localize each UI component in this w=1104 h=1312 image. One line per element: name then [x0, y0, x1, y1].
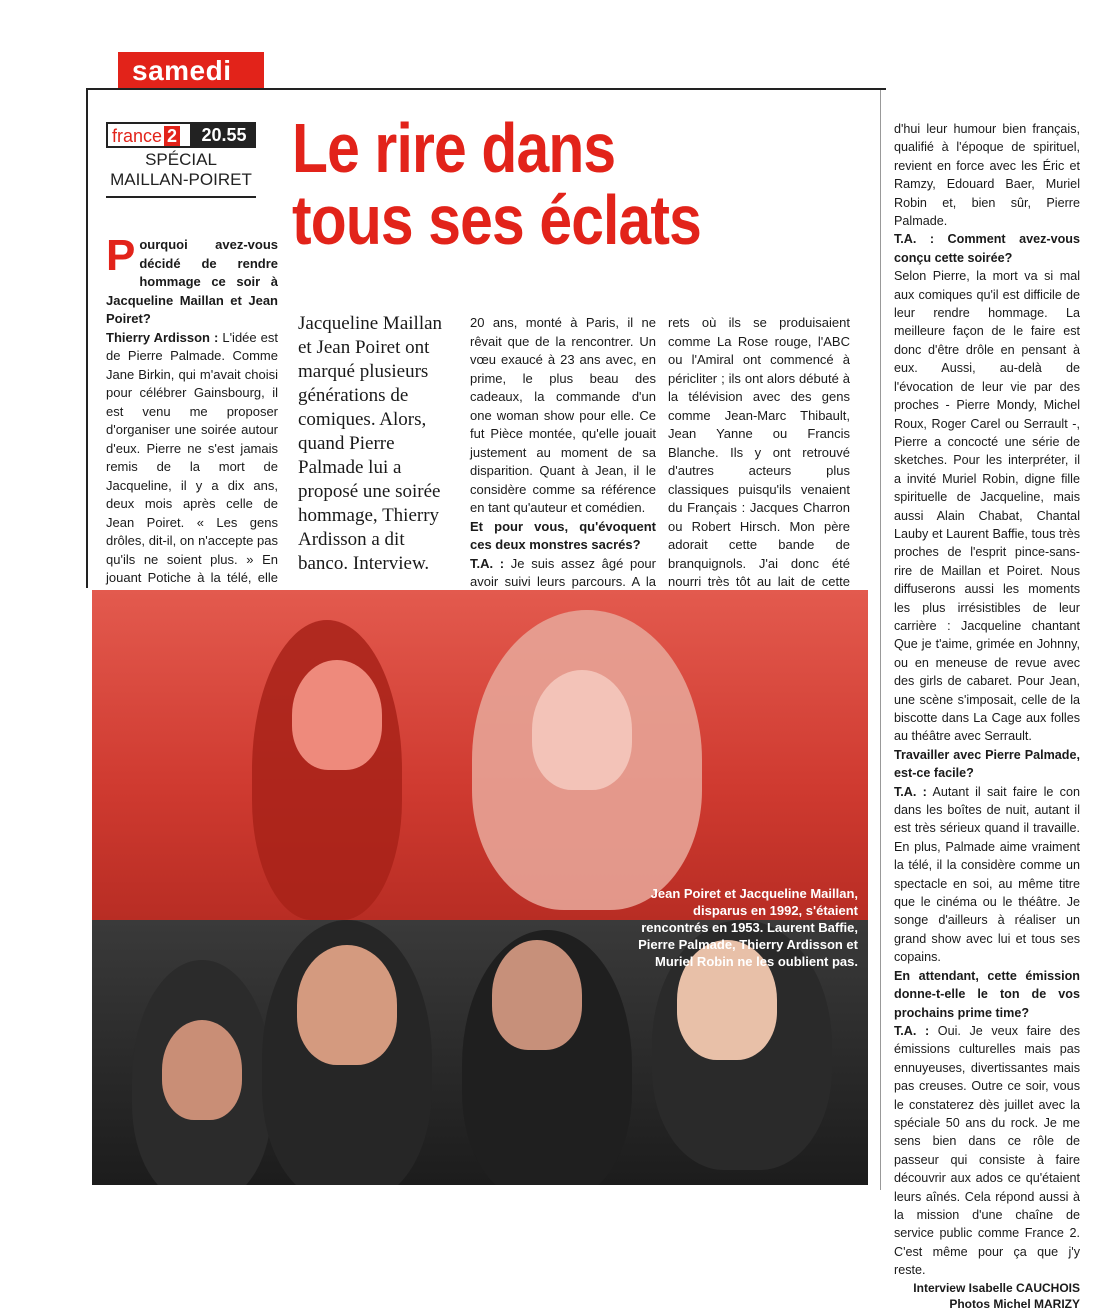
program-label-line1: SPÉCIAL	[145, 150, 217, 169]
headline-line1: Le rire dans	[292, 109, 616, 187]
question-5: En attendant, cette émission donne-t-elle le ton de vos prochains prime time?	[894, 968, 1080, 1020]
palmade-face	[297, 945, 397, 1065]
question-3: T.A. : Comment avez-vous conçu cette soirée?	[894, 232, 1080, 265]
article-column-4	[668, 314, 850, 629]
section-day-tag: samedi	[118, 52, 264, 90]
article-column-3	[470, 314, 656, 610]
france2-logo	[106, 122, 192, 148]
dropcap: P	[106, 231, 136, 280]
headline	[292, 109, 762, 259]
speaker-label-ta-2: T.A. :	[894, 784, 927, 799]
speaker-label-ta: T.A. :	[470, 555, 505, 571]
photo-archive-part	[92, 590, 868, 920]
article-photo	[92, 590, 868, 1185]
frame-rule-top	[86, 88, 886, 90]
answer-3: rets où ils se produisaient comme La Rose rouge, l'ABC ou l'Amiral ont commencé à péricliter ; ils ont alors débuté à la télévision avec des gens comme Jean-Marc Thibault, Jean Yanne ou Francis Blanche. Ils y ont retrouvé d'autres acteurs plus classiques puisqu'ils venaient du Français : Jacques Charron ou Robert Hirsch. Mon père adorait cette bande de branquignols. J'ai donc été nourri très tôt au lait de cette	[668, 315, 850, 589]
question-1: ourquoi avez-vous décidé de rendre hommage ce soir à Jacqueline Maillan et Jean Poiret?	[106, 237, 278, 326]
answer-6: Autant il sait faire le con dans les boîtes de nuit, autant il est très sérieux quand il travaille. En plus, Palmade aime vraiment la télé, il la considère comme un spectacle en soi, au même titre que le cinéma ou le théâtre. Je songe d'ailleurs à réaliser un grand show avec lui et tous ses copains.	[894, 784, 1080, 965]
answer-1: L'idée est de Pierre Palmade. Comme Jane Birkin, qui m'avait choisi pour célébrer Gainsbourg, il est venu me proposer d'organiser une soirée autour d'eux. Pierre ne s'est jamais remis de la mort de Jacqueline, il y a dix ans, deux mois après celle de Jean Poiret. « Les gens drôles, dit-il, on n'accepte pas qu'ils ne soient plus. » En jouant Potiche à la télé, elle	[106, 329, 278, 585]
answer-continued: 20 ans, monté à Paris, il ne rêvait que de la rencontrer. Un vœu exaucé à 23 ans avec, en prime, le plus beau des cadeaux, la commande d'un one woman show pour elle. Ce fut Pièce montée, qu'elle jouait justement au moment de sa disparition. Quant à Jean, il le considère comme sa référence en tant qu'auteur et comédien.	[470, 315, 656, 515]
question-2: Et pour vous, qu'évoquent ces deux monstres sacrés?	[470, 518, 656, 552]
speaker-label: Thierry Ardisson :	[106, 329, 219, 345]
answer-7: Oui. Je veux faire des émissions culturelles mais pas ennuyeuses, divertissantes mais pas creuses. Outre ce soir, vous le constaterez dès juillet avec la spéciale 50 ans du rock. Je me sens bien dans ce rôle de passeur qui consiste à faire découvrir aux ados ce qu'étaient leurs aînés. Cela répond aussi à la mission d'une chaîne de service public comme France 2. C'est même pour ça que j'y reste.	[894, 1023, 1080, 1278]
lead-paragraph: Jacqueline Maillan et Jean Poiret ont marqué plusieurs générations de comiques. Alors, quand Pierre Palmade lui a proposé une soirée hommage, Thierry Ardisson a dit banco. Interview.	[298, 313, 443, 574]
column-divider	[880, 90, 881, 1190]
answer-2: Je suis assez âgé pour avoir suivi leurs parcours. A la	[470, 555, 656, 589]
photo-caption: Jean Poiret et Jacqueline Maillan, disparus en 1992, s'étaient rencontrés en 1953. Laurent Baffie, Pierre Palmade, Thierry Ardisson et Muriel Robin ne les oublient pas.	[638, 886, 858, 969]
program-label	[106, 150, 256, 190]
frame-rule-left	[86, 88, 88, 588]
answer-5: Selon Pierre, la mort va si mal aux comiques qu'il est difficile de leur rendre hommage. La meilleure façon de le faire est donc d'être drôle en pensant à eux. Aussi, au-delà de l'évocation de leur vie par des proches - Pierre Mondy, Michel Roux, Roger Carel ou Serrault -, Pierre a concocté une série de sketches. Pour les interpréter, il a invité Muriel Robin, digne fille spirituelle de Jacqueline, mais aussi Alain Chabat, Chantal Lauby et Laurent Baffie, tous très proches de l'esprit pince-sans-rire de Maillan et Poiret. Nous diffuserons aussi les moments les plus irrésistibles de leur carrière : Jacqueline chantant Que je t'aime, grimée en Johnny, ou en meneuse de revue avec des girls de cabaret. Pour Jean, une scène s'imposait, celle de la biscotte dans La Cage aux folles au théâtre avec Serrault.	[894, 269, 1080, 744]
program-label-line2: MAILLAN-POIRET	[110, 170, 252, 189]
photo-credit: Photos Michel MARIZY	[949, 1296, 1080, 1311]
poiret-face	[292, 660, 382, 770]
speaker-label-ta-3: T.A. :	[894, 1023, 930, 1038]
channel-number: 2	[164, 126, 180, 146]
article-column-5	[894, 120, 1080, 1312]
headline-line2: tous ses éclats	[292, 181, 702, 259]
channel-rule	[106, 196, 256, 198]
ardisson-face	[492, 940, 582, 1050]
broadcast-time: 20.55	[192, 122, 256, 148]
channel-name: france	[112, 126, 163, 146]
question-4: Travailler avec Pierre Palmade, est-ce facile?	[894, 747, 1080, 781]
maillan-face	[532, 670, 632, 790]
baffie-face	[162, 1020, 242, 1120]
interview-credit: Interview Isabelle CAUCHOIS	[913, 1280, 1080, 1295]
channel-box	[106, 122, 256, 208]
answer-4: d'hui leur humour bien français, qualifié à l'époque de spirituel, revient en force avec les Éric et Ramzy, Edouard Baer, Muriel Robin et, bien sûr, Pierre Palmade.	[894, 122, 1080, 229]
